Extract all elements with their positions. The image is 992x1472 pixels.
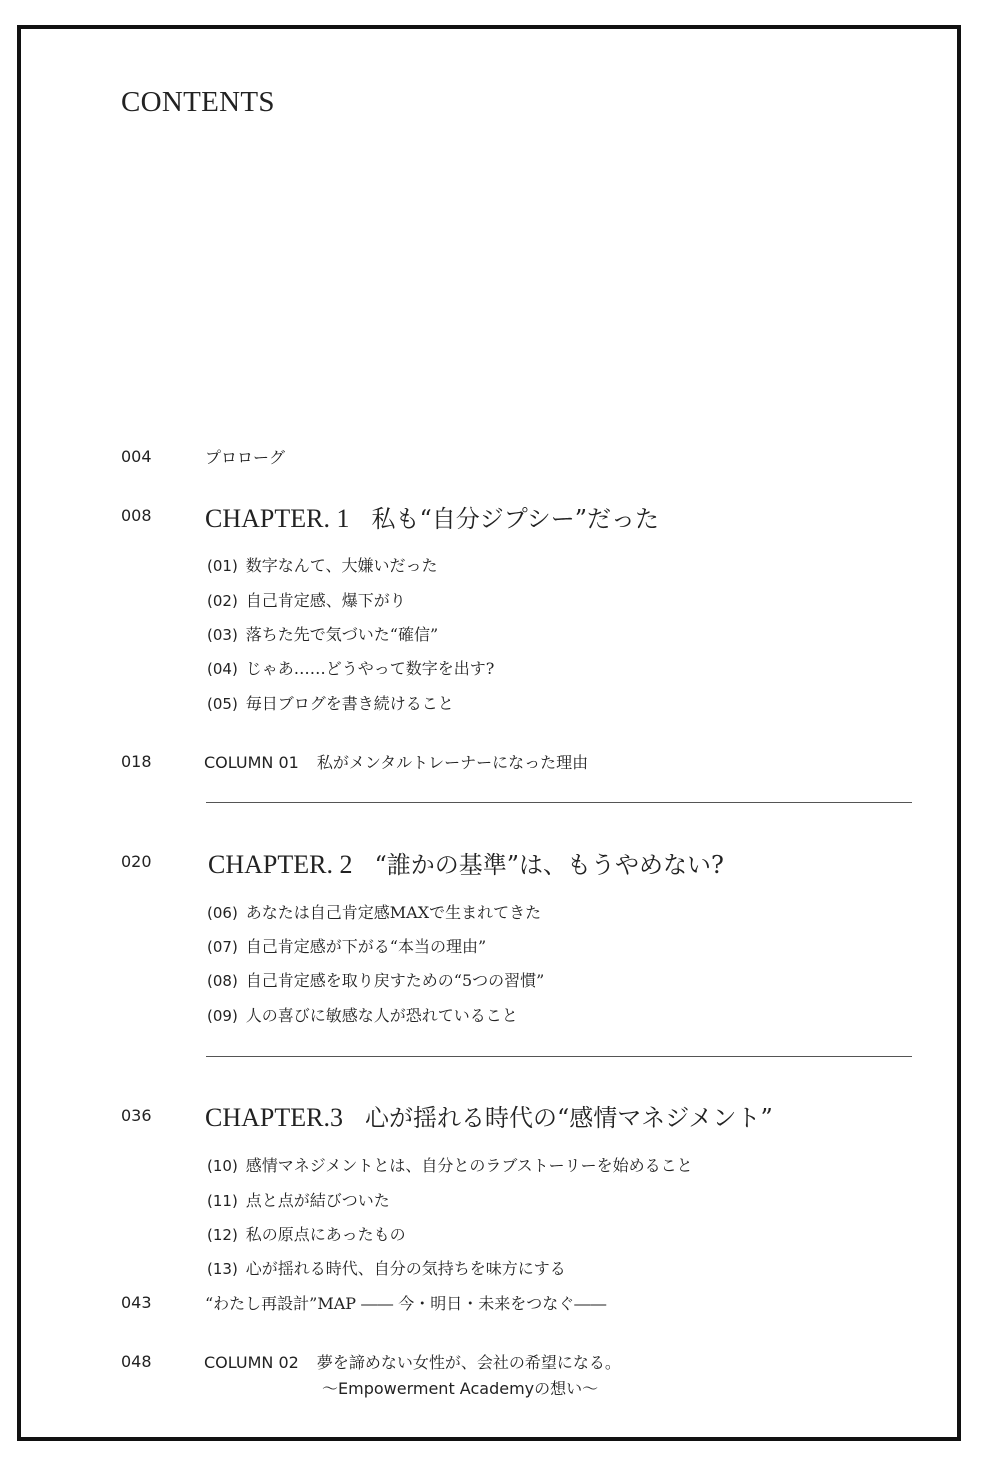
- chapter2-heading[interactable]: [208, 845, 724, 880]
- section-divider: [206, 1056, 912, 1057]
- toc-item[interactable]: (13) 心が揺れる時代、自分の気持ちを味方にする: [207, 1259, 566, 1278]
- section-divider: [206, 802, 912, 803]
- chapter1-page-number: 008: [121, 506, 152, 525]
- toc-item[interactable]: (02) 自己肯定感、爆下がり: [207, 591, 406, 610]
- column2-title: 夢を諦めない女性が、会社の希望になる。: [316, 1353, 621, 1372]
- column2-subtitle: 〜Empowerment Academyの想い〜: [322, 1379, 599, 1398]
- column1-heading[interactable]: [204, 750, 588, 773]
- map-label[interactable]: “わたし再設計”MAP ―― 今・明日・未来をつなぐ――: [205, 1294, 607, 1313]
- contents-title: CONTENTS: [121, 86, 275, 118]
- chapter1-title: 私も“自分ジプシー”だった: [371, 505, 660, 533]
- toc-item[interactable]: (04) じゃあ……どうやって数字を出す?: [207, 659, 495, 678]
- chapter2-page-number: 020: [121, 852, 152, 871]
- column1-label: COLUMN 01: [204, 753, 299, 772]
- column1-page-number: 018: [121, 752, 152, 771]
- column1-title: 私がメンタルトレーナーになった理由: [316, 753, 589, 772]
- map-page-number: 043: [121, 1293, 152, 1312]
- page-frame: [17, 25, 961, 1441]
- chapter2-title: “誰かの基準”は、もうやめない?: [374, 851, 724, 879]
- prologue-label[interactable]: プロローグ: [205, 448, 286, 467]
- chapter1-heading[interactable]: [205, 499, 659, 534]
- toc-item[interactable]: (12) 私の原点にあったもの: [207, 1225, 406, 1244]
- chapter3-heading[interactable]: [205, 1098, 773, 1133]
- column2-label: COLUMN 02: [204, 1353, 299, 1372]
- column2-heading[interactable]: [204, 1350, 621, 1373]
- toc-item[interactable]: (01) 数字なんて、大嫌いだった: [207, 556, 438, 575]
- toc-item[interactable]: (03) 落ちた先で気づいた“確信”: [207, 625, 439, 644]
- chapter2-label: CHAPTER. 2: [208, 850, 353, 879]
- toc-item[interactable]: (11) 点と点が結びついた: [207, 1191, 390, 1210]
- toc-item[interactable]: (07) 自己肯定感が下がる“本当の理由”: [207, 937, 487, 956]
- chapter3-page-number: 036: [121, 1106, 152, 1125]
- prologue-page-number: 004: [121, 447, 152, 466]
- toc-item[interactable]: (06) あなたは自己肯定感MAXで生まれてきた: [207, 903, 542, 922]
- toc-item[interactable]: (10) 感情マネジメントとは、自分とのラブストーリーを始めること: [207, 1156, 693, 1175]
- chapter1-label: CHAPTER. 1: [205, 504, 350, 533]
- column2-page-number: 048: [121, 1352, 152, 1371]
- chapter3-title: 心が揺れる時代の“感情マネジメント”: [364, 1104, 773, 1132]
- toc-item[interactable]: (05) 毎日ブログを書き続けること: [207, 694, 454, 713]
- toc-item[interactable]: (09) 人の喜びに敏感な人が恐れていること: [207, 1006, 518, 1025]
- chapter3-label: CHAPTER.3: [205, 1103, 343, 1132]
- toc-item[interactable]: (08) 自己肯定感を取り戻すための“5つの習慣”: [207, 971, 545, 990]
